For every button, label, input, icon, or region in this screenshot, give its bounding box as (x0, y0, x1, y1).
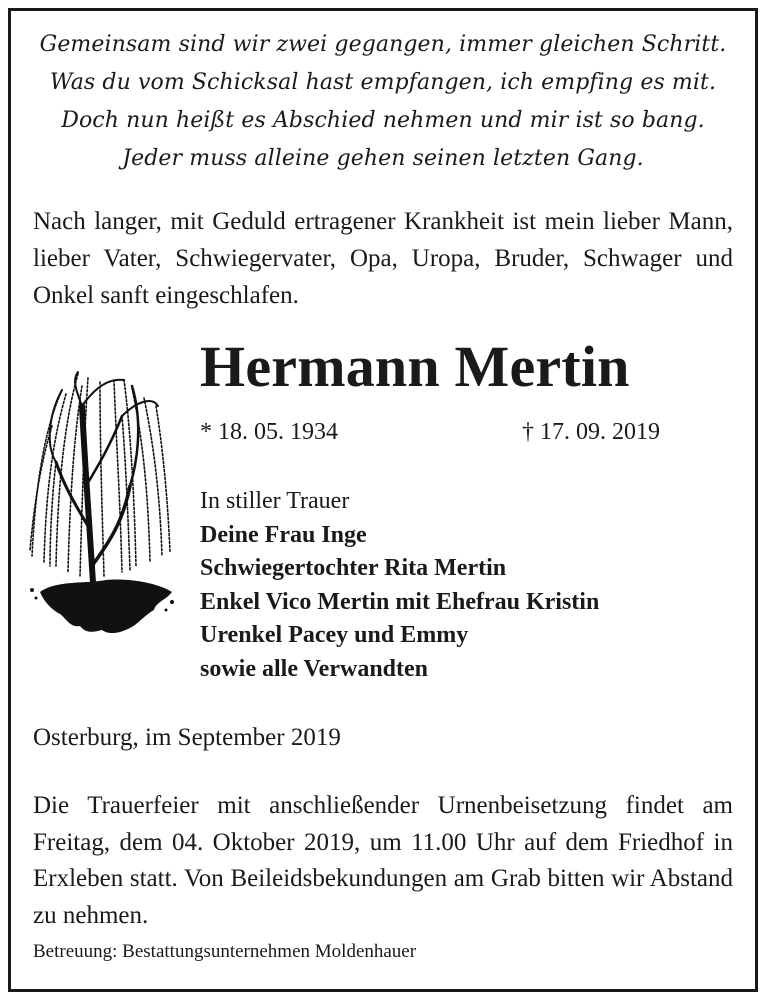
mourner-name: Urenkel Pacey und Emmy (200, 622, 469, 648)
poem-line: Jeder muss alleine gehen seinen letzten Gang. (122, 146, 644, 171)
death-date: † 17. 09. 2019 (522, 419, 660, 445)
mourner-name: Deine Frau Inge (200, 521, 367, 548)
deceased-name: Hermann Mertin (200, 334, 630, 399)
mourners-heading: In stiller Trauer (200, 488, 350, 514)
poem-line: Was du vom Schicksal hast empfangen, ich empfing es mit. (49, 70, 717, 95)
poem (0, 26, 766, 178)
mourner-name: sowie alle Verwandten (200, 655, 428, 682)
undertaker-credit: Betreuung: Bestattungsunternehmen Moldenhauer (33, 941, 417, 962)
place-and-date: Osterburg, im September 2019 (33, 724, 341, 751)
poem-line: Gemeinsam sind wir zwei gegangen, immer gleichen Schritt. (39, 32, 727, 57)
mourner-name: Enkel Vico Mertin mit Ehefrau Kristin (200, 588, 600, 615)
poem-line: Doch nun heißt es Abschied nehmen und mir ist so bang. (61, 108, 705, 133)
announcement-text: Nach langer, mit Geduld ertragener Krankheit ist mein lieber Mann, lieber Vater, Schwiegervater, Opa, Uropa, Bruder, Schwager und Onkel sanft eingeschlafen. (33, 208, 733, 309)
mourner-name: Schwiegertochter Rita Mertin (200, 555, 507, 581)
mourners-list (200, 485, 599, 686)
funeral-information: Die Trauerfeier mit anschließender Urnenbeisetzung findet am Freitag, dem 04. Oktober 2019, um 11.00 Uhr auf dem Friedhof in Erxleben statt. Von Beileidsbekundungen am Grab bitten wir Abstand zu nehmen. (33, 792, 733, 929)
birth-date: * 18. 05. 1934 (200, 419, 338, 445)
weeping-willow-icon (26, 366, 176, 638)
